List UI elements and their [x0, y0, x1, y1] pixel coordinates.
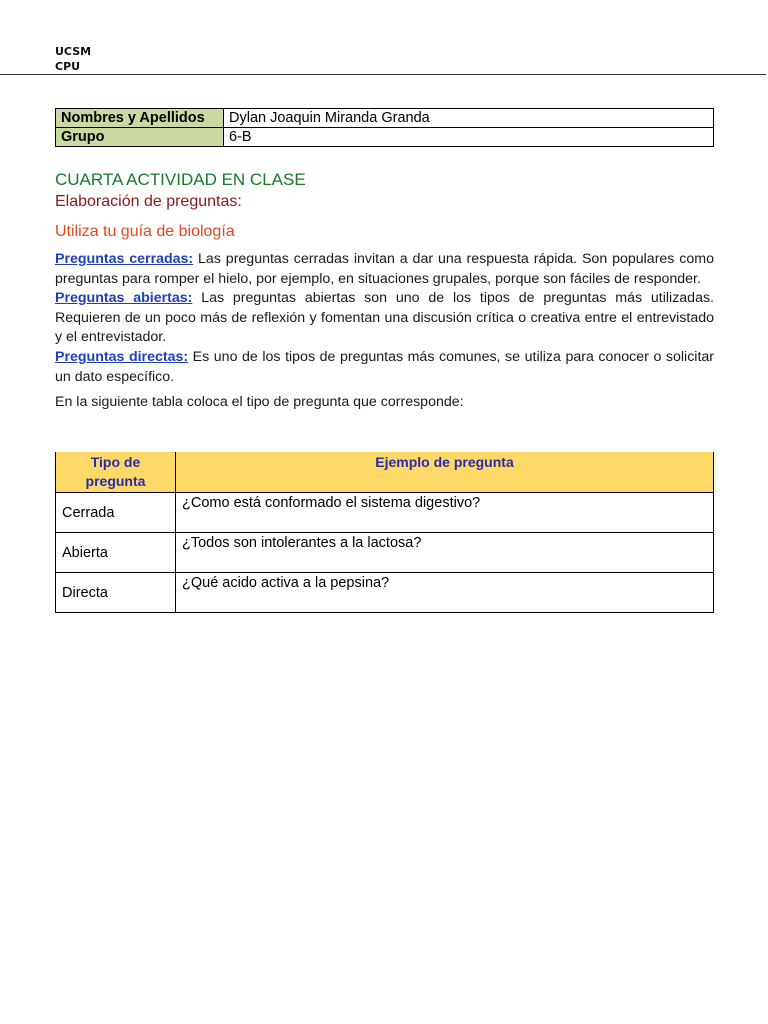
info-label-group: Grupo: [56, 128, 224, 147]
table-row: [56, 573, 714, 613]
cell-type: Directa: [56, 573, 176, 613]
header-institution: UCSM: [55, 45, 92, 58]
section-title-text: Elaboración de preguntas: [55, 193, 238, 210]
definition-closed: [55, 250, 714, 289]
info-value-group: 6-B: [224, 128, 714, 147]
section-title-colon: :: [237, 193, 242, 210]
term-closed-link[interactable]: Preguntas cerradas:: [55, 251, 194, 267]
activity-title: CUARTA ACTIVIDAD EN CLASE: [55, 170, 306, 189]
definition-direct: [55, 348, 714, 387]
definition-closed-text: Las preguntas cerradas invitan a dar una respuesta rápida. Son populares como preguntas para romper el hielo, por ejemplo, en situaciones grupales, porque son fáciles de responder.: [55, 251, 714, 287]
table-header-row: [56, 452, 714, 493]
term-open-link[interactable]: Preguntas abiertas:: [55, 290, 193, 307]
definition-open-text: Las preguntas abiertas son uno de los tipos de preguntas más utilizadas. Requieren de un poco más de reflexión y fomentan una discusión crítica o creativa entre el entrevistado y el entrevistador.: [55, 290, 714, 346]
cell-example: ¿Como está conformado el sistema digestivo?: [176, 493, 714, 533]
guide-title: Utiliza tu guía de biología: [55, 223, 235, 240]
document-header: [55, 44, 91, 74]
table-row: [56, 533, 714, 573]
cell-example: ¿Qué acido activa a la pepsina?: [176, 573, 714, 613]
column-header-type: Tipo de pregunta: [56, 452, 176, 493]
column-header-example: Ejemplo de pregunta: [176, 452, 714, 493]
info-row-name: [56, 109, 714, 128]
info-label-name: Nombres y Apellidos: [56, 109, 224, 128]
header-unit: CPU: [55, 60, 81, 73]
instruction-text: En la siguiente tabla coloca el tipo de pregunta que corresponde:: [55, 394, 464, 411]
table-row: [56, 493, 714, 533]
section-title: [55, 193, 242, 211]
definition-open: [55, 289, 714, 348]
question-types-table: [55, 452, 714, 613]
info-row-group: [56, 128, 714, 147]
definition-direct-text: Es uno de los tipos de preguntas más comunes, se utiliza para conocer o solicitar un dato específico.: [55, 348, 714, 385]
cell-type: Cerrada: [56, 493, 176, 533]
info-value-name: Dylan Joaquin Miranda Granda: [224, 109, 714, 128]
cell-example: ¿Todos son intolerantes a la lactosa?: [176, 533, 714, 573]
term-direct-link[interactable]: Preguntas directas:: [55, 348, 189, 365]
header-divider: [0, 74, 766, 75]
student-info-table: [55, 108, 714, 147]
definitions-block: [55, 250, 714, 413]
cell-type: Abierta: [56, 533, 176, 573]
